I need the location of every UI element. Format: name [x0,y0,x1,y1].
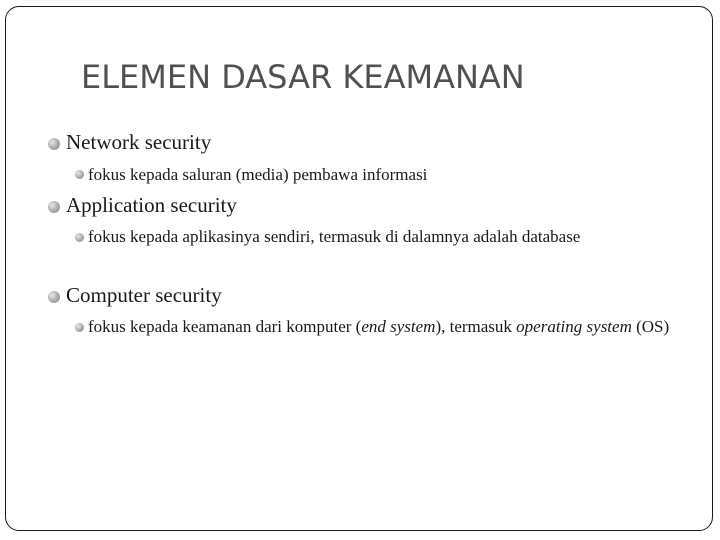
sub-text: fokus kepada keamanan dari komputer ( [88,317,362,336]
bullet-icon [48,201,60,213]
bullet-computer-security: Computer security [66,283,222,307]
bullet-application-security: Application security [66,193,237,217]
sub-bullet-application-security: fokus kepada aplikasinya sendiri, termasuk di dalamnya adalah database [88,227,581,246]
bullet-icon [48,291,60,303]
bullet-icon [48,138,60,150]
sub-bullet-icon [75,170,84,179]
sub-text: ), termasuk [435,317,517,336]
sub-bullet-icon [75,323,84,332]
sub-text: (OS) [631,317,670,336]
sub-bullet-icon [75,233,84,242]
italic-term-end-system: end system [361,317,436,336]
bullet-network-security: Network security [66,130,212,154]
sub-bullet-network-security: fokus kepada saluran (media) pembawa informasi [88,165,428,184]
sub-bullet-computer-security [88,314,698,340]
slide-title: ELEMEN DASAR KEAMANAN [81,58,525,96]
italic-term-operating-system: operating system [516,317,632,336]
